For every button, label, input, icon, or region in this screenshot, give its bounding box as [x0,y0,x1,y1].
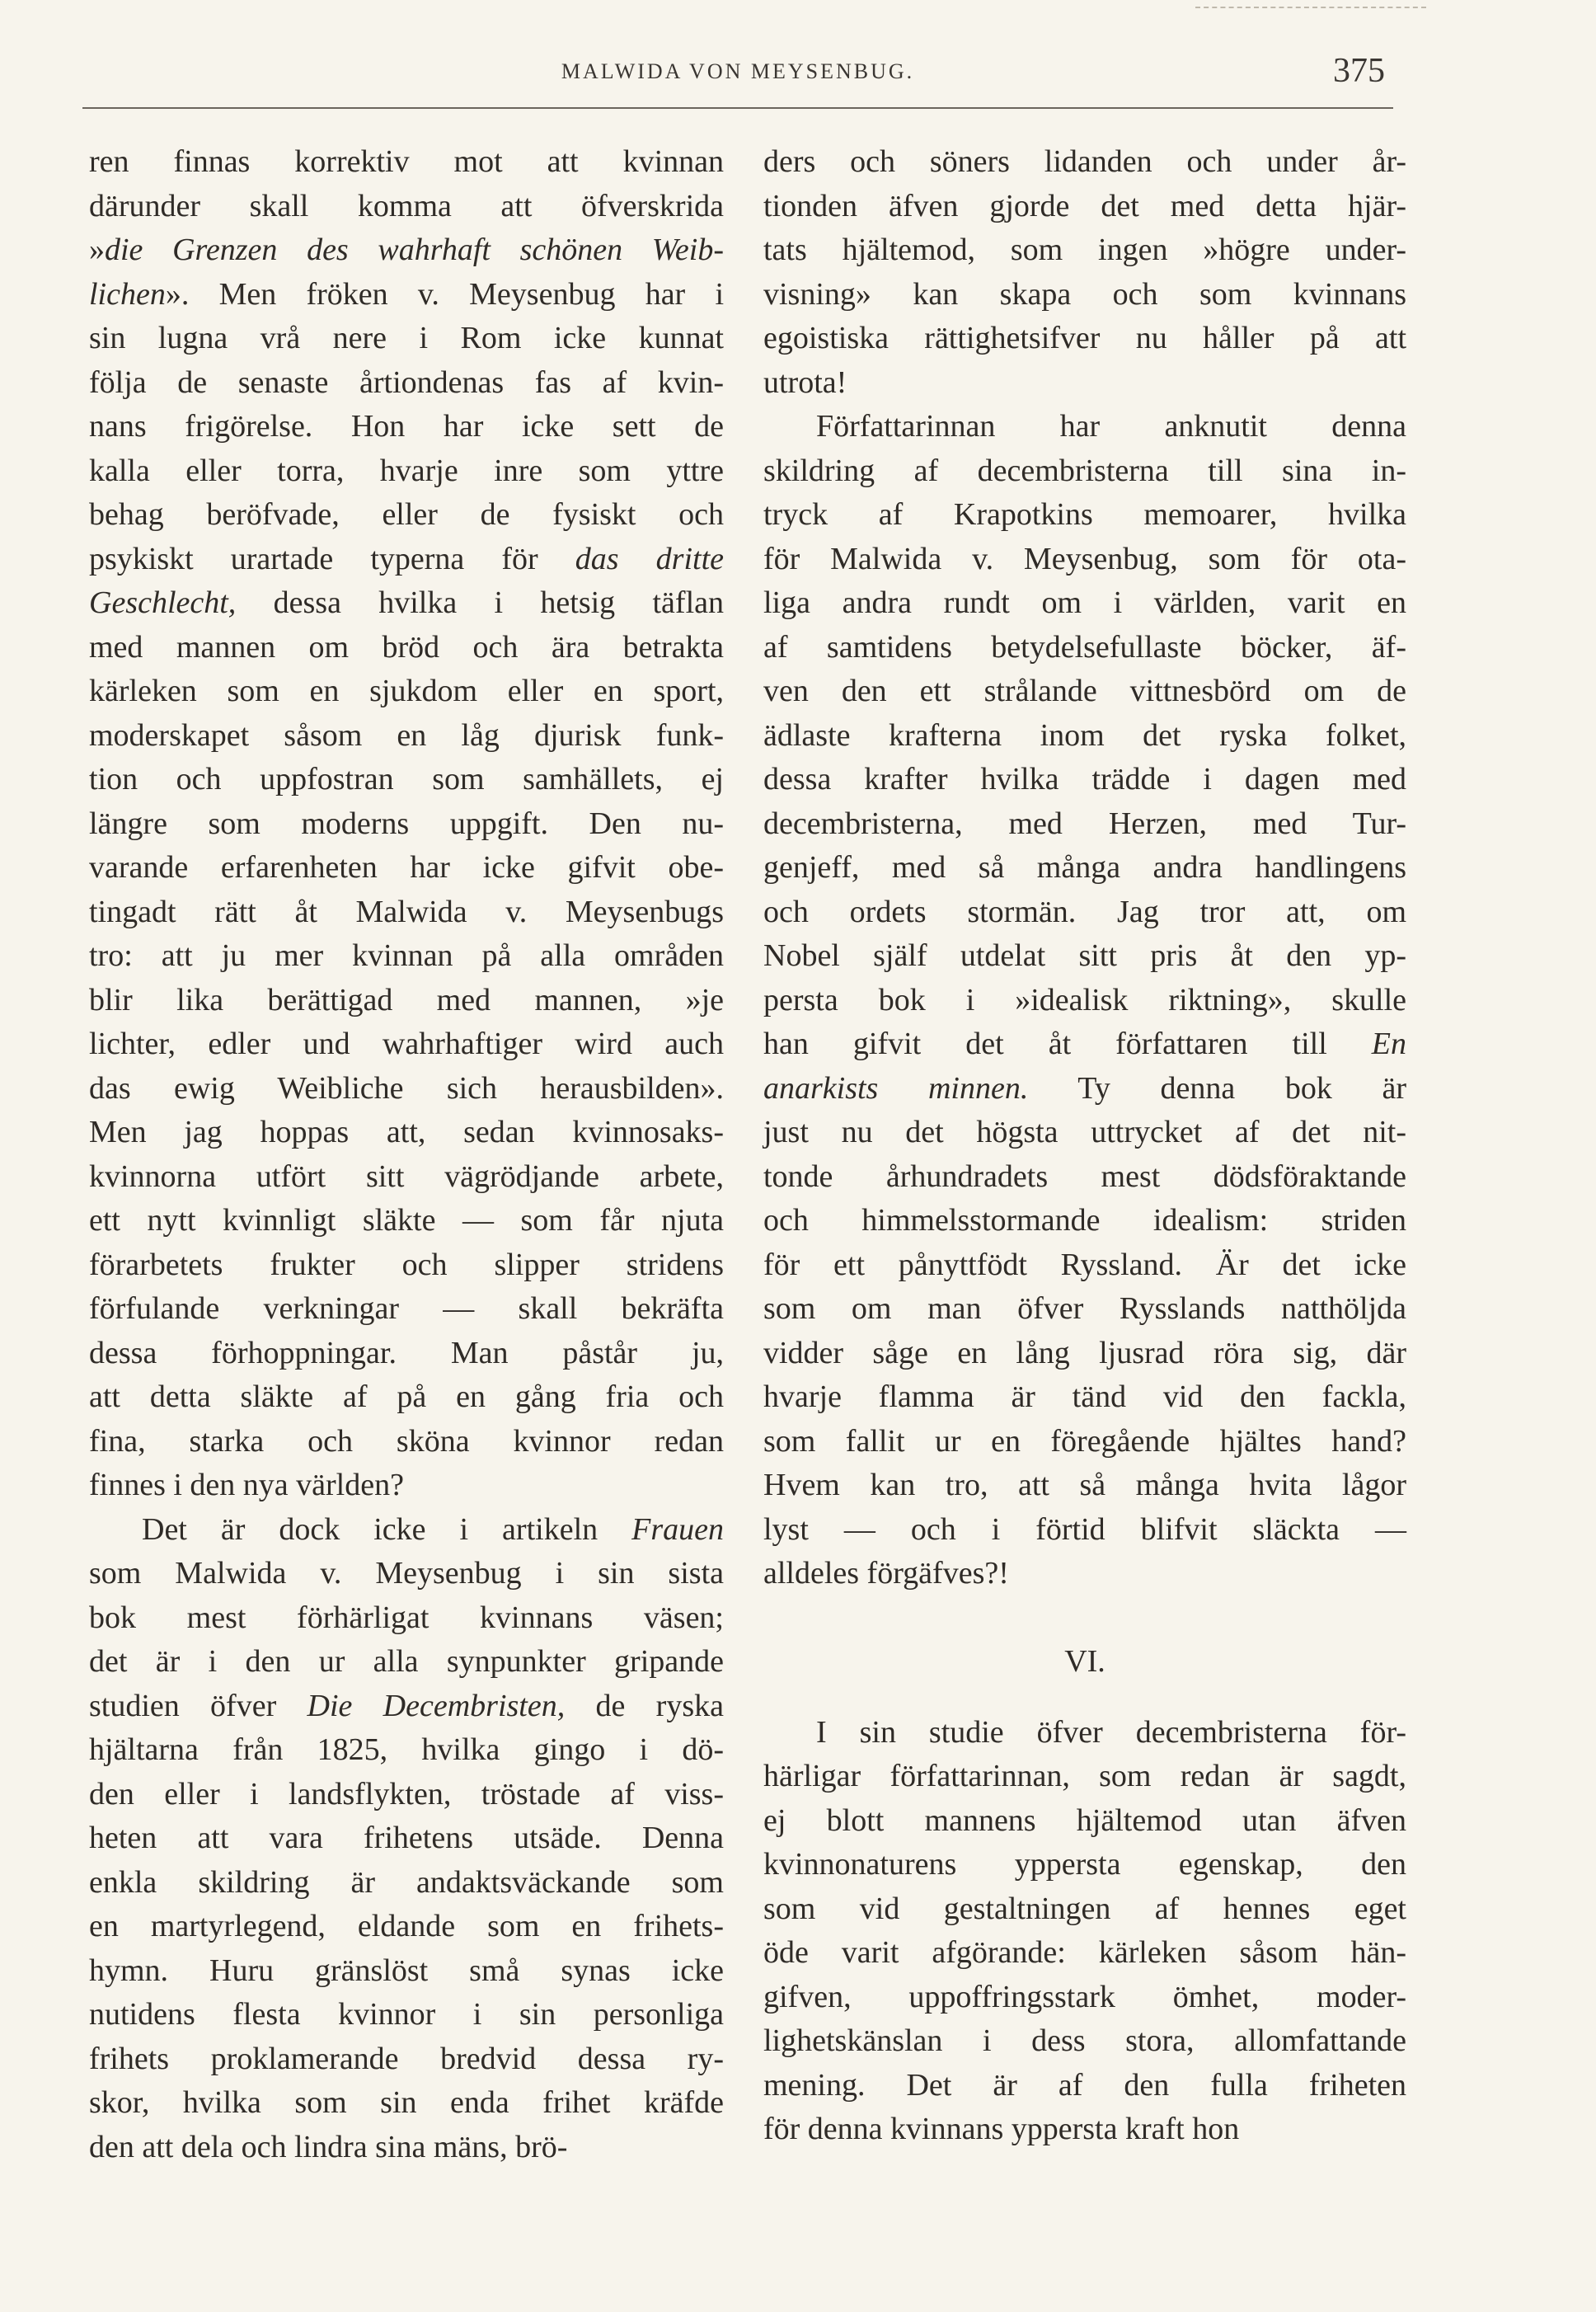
text-line: Det är dock icke i artikeln Frauen [142,1511,724,1547]
text-line: blir lika berättigad med mannen, »je [89,982,724,1017]
section-heading: VI. [1064,1644,1105,1679]
text-line: tro: att ju mer kvinnan på alla områden [89,938,724,973]
text-line: för ett pånyttfödt Ryssland. Är det icke [763,1247,1406,1282]
text-line: vidder såge en lång ljusrad röra sig, där [763,1335,1406,1370]
text-line: Hvem kan tro, att så många hvita lågor [763,1468,1406,1502]
text-line: det är i den ur alla synpunkter gripande [89,1644,724,1679]
text-line: ven den ett strålande vittnesbörd om de [763,674,1406,708]
text-line: därunder skall komma att öfverskrida [89,188,724,223]
right-column-top [763,140,1406,1596]
text-line: Nobel själf utdelat sitt pris åt den yp- [763,938,1406,973]
text-line: lyst — och i förtid blifvit släckta — [763,1511,1406,1547]
text-line: utrota! [763,364,847,400]
text-line: längre som moderns uppgift. Den nu- [89,806,724,841]
text-line: förfulande verkningar — skall bekräfta [89,1291,724,1326]
text-line: psykiskt urartade typerna för das dritte [89,541,724,576]
text-line: nans frigörelse. Hon har icke sett de [89,409,724,444]
text-line: lighetskänslan i dess stora, allomfattande [763,2023,1406,2058]
text-line: som vid gestaltningen af hennes eget [763,1891,1406,1926]
text-line: dessa förhoppningar. Man påstår ju, [89,1335,724,1370]
text-line: som om man öfver Rysslands natthöljda [763,1291,1406,1326]
text-line: ej blott mannens hjältemod utan äfven [763,1802,1406,1838]
text-line: varande erfarenheten har icke gifvit obe- [89,850,724,885]
text-line: kärleken som en sjukdom eller en sport, [89,674,724,708]
text-line: förarbetets frukter och slipper stridens [89,1247,724,1282]
text-line: I sin studie öfver decembristerna för- [816,1714,1406,1750]
page-header [82,54,1393,112]
text-line: öde varit afgörande: kärleken såsom hän- [763,1935,1406,1970]
text-line: das ewig Weibliche sich herausbilden». [89,1070,724,1106]
text-line: persta bok i »idealisk riktning», skulle [763,982,1406,1017]
text-line: ders och söners lidanden och under år- [763,144,1406,179]
text-line: egoistiska rättighetsifver nu håller på att [763,321,1406,355]
text-line: att detta släkte af på en gång fria och [89,1379,724,1414]
text-line: den att dela och lindra sina mäns, brö- [89,2129,568,2164]
right-column [763,140,1406,2152]
text-line: lichter, edler und wahrhaftiger wird auch [89,1027,724,1061]
text-line: Men jag hoppas att, sedan kvinnosaks- [89,1115,724,1149]
text-line: och himmelsstormande idealism: striden [763,1203,1406,1238]
text-line: som Malwida v. Meysenbug i sin sista [89,1556,724,1591]
text-line: fina, starka och sköna kvinnor redan [89,1423,724,1459]
text-line: skildring af decembristerna till sina in- [763,453,1406,488]
text-line: tonde århundradets mest dödsföraktande [763,1158,1406,1194]
text-line: tion och uppfostran som samhällets, ej [89,762,724,797]
text-line: Geschlecht, dessa hvilka i hetsig täflan [89,585,724,620]
text-line: kvinnonaturens yppersta egenskap, den [763,1847,1406,1882]
text-line: af samtidens betydelsefullaste böcker, äf- [763,629,1406,665]
text-line: alldeles förgäfves?! [763,1556,1009,1591]
header-rule [82,107,1393,109]
text-line: nutidens flesta kvinnor i sin personliga [89,1997,724,2032]
text-line: sin lugna vrå nere i Rom icke kunnat [89,321,724,355]
text-line: en martyrlegend, eldande som en frihets- [89,1909,724,1943]
text-line: den eller i landsflykten, tröstade af viss- [89,1776,724,1812]
text-line: behag beröfvade, eller de fysiskt och [89,497,724,532]
text-line: anarkists minnen. Ty denna bok är [763,1070,1406,1106]
text-line: han gifvit det åt författaren till En [763,1027,1406,1061]
text-line: visning» kan skapa och som kvinnans [763,276,1406,312]
text-line: tionden äfven gjorde det med detta hjär- [763,188,1406,223]
text-line: liga andra rundt om i världen, varit en [763,585,1406,620]
text-line: mening. Det är af den fulla friheten [763,2067,1406,2103]
text-line: frihets proklamerande bredvid dessa ry- [89,2041,724,2076]
scan-edge-marks [1195,7,1426,10]
text-line: studien öfver Die Decembristen, de ryska [89,1688,724,1723]
text-line: skor, hvilka som sin enda frihet kräfde [89,2085,724,2120]
text-line: tingadt rätt åt Malwida v. Meysenbugs [89,894,724,929]
text-line: lichen». Men fröken v. Meysenbug har i [89,276,724,312]
text-line: moderskapet såsom en låg djurisk funk- [89,717,724,753]
right-column-bottom [763,1711,1406,2152]
text-line: finnes i den nya världen? [89,1468,404,1502]
text-line: kvinnorna utfört sitt vägrödjande arbete, [89,1158,724,1194]
text-line: hjältarna från 1825, hvilka gingo i dö- [89,1732,724,1767]
running-title: MALWIDA VON MEYSENBUG. [561,59,915,83]
text-line: heten att vara frihetens utsäde. Denna [89,1821,724,1855]
left-column [89,140,724,2169]
text-line: Författarinnan har anknutit denna [816,409,1406,444]
section-gap [763,1685,1406,1711]
text-line: ett nytt kvinnligt släkte — som får njuta [89,1203,724,1238]
section-gap [763,1596,1406,1641]
text-line: hvarje flamma är tänd vid den fackla, [763,1379,1406,1414]
text-line: med mannen om bröd och ära betrakta [89,629,724,665]
page-number: 375 [1333,52,1385,90]
text-line: härligar författarinnan, som redan är sagdt, [763,1759,1406,1793]
text-line: kalla eller torra, hvarje inre som yttre [89,453,724,488]
text-line: decembristerna, med Herzen, med Tur- [763,806,1406,841]
text-line: ren finnas korrektiv mot att kvinnan [89,144,724,179]
text-line: följa de senaste årtiondenas fas af kvin- [89,364,724,400]
text-line: genjeff, med så många andra handlingens [763,850,1406,885]
text-line: för denna kvinnans yppersta kraft hon [763,2112,1240,2146]
text-line: just nu det högsta uttrycket af det nit- [763,1115,1406,1149]
text-line: hymn. Huru gränslöst små synas icke [89,1953,724,1988]
text-line: tryck af Krapotkins memoarer, hvilka [763,497,1406,532]
text-line: för Malwida v. Meysenbug, som för ota- [763,541,1406,576]
text-line: enkla skildring är andaktsväckande som [89,1864,724,1900]
text-line: bok mest förhärligat kvinnans väsen; [89,1600,724,1635]
text-line: gifven, uppoffringsstark ömhet, moder- [763,1979,1406,2014]
text-line: tats hjältemod, som ingen »högre under- [763,233,1406,267]
text-line: ädlaste krafterna inom det ryska folket, [763,717,1406,753]
text-line: »die Grenzen des wahrhaft schönen Weib- [89,233,724,267]
text-line: och ordets stormän. Jag tror att, om [763,894,1406,929]
text-line: som fallit ur en föregående hjältes hand? [763,1423,1406,1459]
text-line: dessa krafter hvilka trädde i dagen med [763,762,1406,797]
